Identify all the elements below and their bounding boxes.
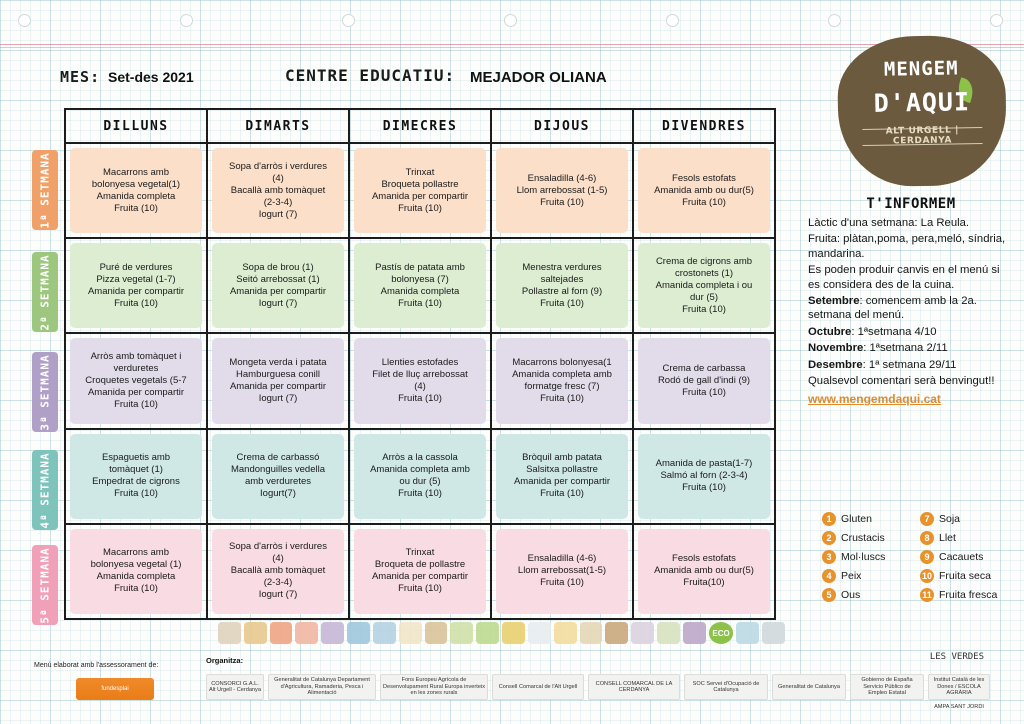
week-tab-label: 1ª SETMANA — [38, 151, 52, 229]
menu-cell — [212, 434, 344, 519]
menu-line: Fruita (10) — [114, 488, 158, 500]
info-panel — [808, 196, 1014, 406]
allergen-number-icon: 7 — [920, 512, 934, 526]
menu-line: Broqueta de pollastre — [374, 559, 466, 571]
menu-cell-wrap — [492, 334, 634, 427]
allergen-number-icon: 1 — [822, 512, 836, 526]
menu-cell-wrap — [66, 334, 208, 427]
footer-entity: AMPA SANT JORDI — [934, 703, 984, 710]
menu-cell — [70, 148, 202, 233]
menu-line: Crema de carbassó — [236, 452, 320, 464]
week-tab-5 — [32, 545, 58, 625]
menu-cell — [496, 529, 628, 614]
menu-cell-wrap — [66, 239, 208, 332]
menu-cell-wrap — [208, 239, 350, 332]
menu-line: dur (5) — [690, 291, 718, 303]
menu-line: Fruita (10) — [114, 583, 158, 595]
footer-entity: CONSORCI G.A.L. Alt Urgell - Cerdanya — [206, 674, 264, 700]
peanut-icon — [425, 622, 448, 644]
food-icon-strip — [218, 620, 788, 646]
allergen-label: Fruita fresca — [939, 589, 998, 601]
column-header-dimarts: DIMARTS — [208, 110, 350, 142]
menu-cell — [496, 434, 628, 519]
week-tab-1 — [32, 150, 58, 230]
menu-line: Puré de verdures — [99, 261, 173, 273]
allergen-number-icon: 4 — [822, 569, 836, 583]
menu-line: amb verduretes — [244, 476, 311, 488]
grape-icon — [683, 622, 706, 644]
lupin-icon — [657, 622, 680, 644]
info-month-desembre — [808, 358, 1014, 372]
menu-line: Trinxat — [405, 547, 435, 559]
mollusc-icon — [321, 622, 344, 644]
menu-cell-wrap — [350, 334, 492, 427]
logo-subtitle: ALT URGELL | CERDANYA — [885, 125, 960, 147]
menu-line: Fruita (10) — [398, 393, 442, 404]
menu-line: ou dur (5) — [399, 476, 441, 488]
table-row — [66, 525, 774, 618]
footer-organize-label: Organitza: — [206, 656, 244, 665]
month-value: Set-des 2021 — [108, 69, 194, 85]
menu-line: Ensaladilla (4-6) — [527, 553, 597, 565]
cheese-icon — [554, 622, 577, 644]
menu-line: bolonyesa vegetal(1) — [91, 178, 181, 190]
menu-line: Crema de carbassa — [662, 363, 746, 374]
column-header-dimecres: DIMECRES — [350, 110, 492, 142]
info-line-dairy: Làctic d'una setmana: La Reula. — [808, 217, 970, 229]
menu-line: Macarrons bolonyesa(1 — [512, 357, 612, 368]
menu-line: Bròquil amb patata — [522, 452, 602, 464]
menu-cell-wrap — [634, 334, 774, 427]
allergen-number-icon: 10 — [921, 571, 932, 581]
footer-entity: Generalitat de Catalunya Departament d'Agricultura, Ramaderia, Pesca i Alimentació — [268, 674, 376, 700]
table-row — [66, 334, 774, 429]
month-name: Setembre — [808, 295, 860, 308]
allergen-number-icon: 11 — [920, 588, 934, 602]
punch-hole — [666, 14, 679, 27]
punch-hole — [828, 14, 841, 27]
month-text: : 1ªsetmana 2/11 — [863, 342, 948, 355]
list-item — [920, 550, 1018, 564]
menu-cell-wrap — [350, 430, 492, 523]
menu-line: Sopa d'arròs i verdures — [229, 160, 327, 172]
week-tab-label: 5ª SETMANA — [38, 546, 52, 624]
menu-cell-wrap — [66, 525, 208, 618]
menu-cell-wrap — [492, 430, 634, 523]
menu-line: crostonets (1) — [674, 267, 734, 279]
menu-cell — [70, 529, 202, 614]
menu-line: Fruita (10) — [682, 196, 726, 208]
menu-cell — [638, 434, 770, 519]
month-name: Novembre — [808, 342, 864, 355]
footer-entity: Fons Europeu Agrícola de Desenvolupament Rural Europa inverteix en les zones rurals — [380, 674, 488, 700]
menu-cell-wrap — [66, 430, 208, 523]
milk-icon — [528, 622, 551, 644]
menu-line: Iogurt(7) — [260, 488, 296, 500]
info-month-octubre — [808, 325, 1014, 339]
menu-line: Fesols estofats — [672, 553, 736, 565]
week-tab-label: 2ª SETMANA — [38, 253, 52, 331]
mengem-daqui-logo — [837, 35, 1008, 188]
menu-cell-wrap — [208, 334, 350, 427]
footer-entity: Institut Català de les Dones / ESCOLA AGRÀRIA — [928, 674, 990, 700]
menu-line: Arròs amb tomàquet i — [90, 351, 182, 362]
menu-cell-wrap — [634, 144, 774, 237]
month-text: : comencem amb la 2a. setmana del menú. — [808, 295, 977, 322]
footer — [34, 652, 994, 710]
allergen-number-icon: 8 — [920, 531, 934, 545]
table-row — [66, 430, 774, 525]
menu-cell — [354, 148, 486, 233]
fish-icon — [347, 622, 370, 644]
footer-entity: Consell Comarcal de l'Alt Urgell — [492, 674, 584, 700]
footer-note: Menú elaborat amb l'assessorament de: — [34, 662, 159, 669]
punch-hole — [990, 14, 1003, 27]
allergen-label: Fruita seca — [939, 570, 991, 582]
menu-line: Sopa de brou (1) — [242, 261, 314, 273]
menu-line: formatge fresc (7) — [524, 381, 600, 392]
menu-line: Salmó al forn (2-3-4) — [660, 470, 748, 482]
menu-table-header — [66, 110, 774, 144]
menu-line: Broqueta pollastre — [381, 178, 459, 190]
menu-line: Amanida per compartir — [229, 285, 327, 297]
menu-cell-wrap — [492, 144, 634, 237]
menu-line: Fruita (10) — [540, 297, 584, 309]
menu-line: Amanida completa — [96, 190, 176, 202]
signature-text: LES VERDES — [929, 652, 984, 662]
footer-entity: CONSELL COMARCAL DE LA CERDANYA — [588, 674, 680, 700]
menu-cell-wrap — [634, 430, 774, 523]
footer-entity: Generalitat de Catalunya — [772, 674, 846, 700]
allergen-label: Crustacis — [841, 532, 885, 544]
menu-cell — [354, 434, 486, 519]
menu-cell-wrap — [350, 144, 492, 237]
menu-line: Amanida per compartir — [87, 387, 185, 398]
menu-line: Hamburguesa conill — [236, 369, 320, 380]
list-item — [822, 550, 920, 564]
menu-line: Iogurt (7) — [258, 208, 298, 220]
package-icon — [762, 622, 785, 644]
allergen-number-icon: 2 — [822, 531, 836, 545]
shrimp-icon — [295, 622, 318, 644]
document-header — [60, 62, 760, 92]
info-month-setembre — [808, 294, 1014, 323]
menu-cell — [638, 529, 770, 614]
allergen-label: Mol·luscs — [841, 551, 886, 563]
menu-line: Fruita (10) — [114, 297, 158, 309]
list-item — [822, 588, 920, 602]
menu-line: (4) — [414, 381, 426, 392]
nuts-icon — [605, 622, 628, 644]
menu-line: (4) — [272, 172, 284, 184]
menu-cell — [496, 148, 628, 233]
menu-line: Fruita (10) — [540, 196, 584, 208]
menu-table-body — [66, 144, 774, 618]
menu-line: Rodó de gall d'indi (9) — [657, 375, 751, 386]
menu-line: Amanida per compartir — [371, 571, 469, 583]
menu-line: Filet de lluç arrebossat — [372, 369, 468, 380]
menu-line: Iogurt (7) — [258, 589, 298, 601]
menu-cell — [212, 148, 344, 233]
list-item — [822, 531, 920, 545]
menu-line: Fruita (10) — [540, 577, 584, 589]
menu-line: Fruita (10) — [398, 583, 442, 595]
menu-cell-wrap — [66, 144, 208, 237]
school-label: CENTRE EDUCATIU: — [285, 66, 456, 85]
menu-line: Pastís de patata amb — [375, 261, 465, 273]
menu-line: Trinxat — [405, 166, 435, 178]
punch-hole — [342, 14, 355, 27]
menu-line: Crema de cigrons amb — [655, 255, 753, 267]
footer-entity: Gobierno de España Servicio Público de Empleo Estatal — [850, 674, 924, 700]
menu-line: Fruita (10) — [398, 202, 442, 214]
menu-cell — [212, 529, 344, 614]
school-value: MEJADOR OLIANA — [470, 69, 607, 86]
menu-line: verduretes — [113, 363, 159, 374]
menu-line: Amanida completa amb — [370, 464, 470, 476]
paper-margin-line — [0, 44, 1024, 45]
allergen-legend — [822, 512, 1018, 607]
menu-line: Fruita (10) — [114, 202, 158, 214]
menu-cell — [638, 243, 770, 328]
allergen-label: Peix — [841, 570, 862, 582]
menu-cell — [496, 243, 628, 328]
column-header-divendres: DIVENDRES — [662, 118, 746, 134]
menu-cell-wrap — [208, 430, 350, 523]
recycle-icon — [736, 622, 759, 644]
cereal-icon — [244, 622, 267, 644]
menu-line: Iogurt (7) — [258, 393, 298, 404]
column-header-dilluns: DILLUNS — [66, 110, 208, 142]
menu-line: Amanida per compartir — [87, 285, 185, 297]
menu-cell-wrap — [634, 525, 774, 618]
menu-line: Arròs a la cassola — [382, 452, 458, 464]
info-closing: Qualsevol comentari serà benvingut!! — [808, 375, 995, 388]
logo-line1: MENGEM — [883, 57, 959, 81]
menu-line: Pollastre al forn (9) — [521, 285, 603, 297]
menu-line: Iogurt (7) — [258, 297, 298, 309]
menu-cell — [638, 148, 770, 233]
menu-line: Llenties estofades — [381, 357, 459, 368]
punch-hole — [504, 14, 517, 27]
egg-icon — [399, 622, 422, 644]
menu-line: Empedrat de cigrons — [92, 476, 180, 488]
menu-cell-wrap — [492, 239, 634, 332]
fish-fillet-icon — [373, 622, 396, 644]
menu-line: Mongeta verda i patata — [229, 357, 327, 368]
sesame-icon — [580, 622, 603, 644]
week-tab-2 — [32, 252, 58, 332]
table-row — [66, 239, 774, 334]
allergen-number-icon: 9 — [920, 550, 934, 564]
menu-line: Seitó arrebossat (1) — [236, 273, 320, 285]
menu-cell — [70, 338, 202, 423]
menu-line: Llom arrebossat(1-5) — [517, 565, 607, 577]
list-item — [920, 569, 1018, 583]
list-item — [920, 588, 1018, 602]
month-name: Desembre — [808, 358, 863, 371]
allergen-label: Soja — [939, 513, 961, 525]
table-row — [66, 144, 774, 239]
menu-line: tomàquet (1) — [109, 464, 163, 476]
soy-icon — [450, 622, 473, 644]
allergen-label: Llet — [939, 532, 956, 544]
punch-hole — [180, 14, 193, 27]
menu-line: Amanida de pasta(1-7) — [655, 458, 753, 470]
menu-line: Salsitxa pollastre — [526, 464, 598, 476]
list-item — [822, 512, 920, 526]
menu-line: Amanida completa — [96, 571, 176, 583]
menu-line: Macarrons amb — [103, 547, 169, 559]
menu-cell — [638, 338, 770, 423]
menu-line: Espaguetis amb — [101, 452, 171, 464]
allergen-number-icon: 5 — [822, 588, 836, 602]
week-tab-4 — [32, 450, 58, 530]
column-header-dijous: DIJOUS — [492, 110, 634, 142]
info-line-changes: Es poden produir canvis en el menú si es considera des de la cuina. — [808, 264, 1000, 291]
menu-line: Amanida completa — [380, 285, 460, 297]
info-month-novembre — [808, 341, 1014, 355]
menu-cell-wrap — [350, 239, 492, 332]
menu-line: Croquetes vegetals (5-7 — [85, 375, 187, 386]
menu-line: (4) — [272, 553, 284, 565]
advisor-logo: fundesplai — [76, 678, 154, 700]
menu-line: Sopa d'arròs i verdures — [229, 541, 327, 553]
month-text: : 1ªsetmana 4/10 — [851, 325, 937, 338]
menu-line: Fruita (10) — [398, 488, 442, 500]
menu-line: Fruita(10) — [683, 577, 725, 589]
menu-line: Amanida per compartir — [229, 381, 327, 392]
menu-line: Amanida per compartir — [513, 476, 611, 488]
logo-line2: D'AQUI — [873, 87, 971, 118]
menu-cell — [354, 243, 486, 328]
menu-cell-wrap — [492, 525, 634, 618]
menu-cell-wrap — [208, 525, 350, 618]
week-tab-label: 3ª SETMANA — [38, 353, 52, 431]
menu-line: Pizza vegetal (1-7) — [96, 273, 176, 285]
menu-line: Fruita (10) — [682, 387, 726, 398]
eco-label-icon: ECO — [709, 622, 734, 644]
menu-cell — [354, 529, 486, 614]
month-name: Octubre — [808, 325, 852, 338]
menu-line: Amanida completa amb — [512, 369, 612, 380]
crustacean-icon — [270, 622, 293, 644]
menu-cell — [212, 338, 344, 423]
month-text: : 1ª setmana 29/11 — [862, 358, 957, 371]
week-tab-label: 4ª SETMANA — [38, 451, 52, 529]
menu-cell — [496, 338, 628, 423]
bread-icon — [218, 622, 241, 644]
menu-line: Amanida completa i ou — [655, 279, 753, 291]
info-title: T'INFORMEM — [866, 196, 956, 212]
punch-hole — [18, 14, 31, 27]
menu-line: Bacallà amb tomàquet — [230, 565, 326, 577]
menu-line: Amanida per compartir — [371, 190, 469, 202]
list-item — [822, 569, 920, 583]
sulphite-icon — [631, 622, 654, 644]
menu-line: saltejades — [540, 273, 584, 285]
menu-line: Llom arrebossat (1-5) — [516, 184, 608, 196]
menu-line: Amanida amb ou dur(5) — [654, 184, 754, 196]
menu-line: Macarrons amb — [103, 166, 169, 178]
menu-line: Menestra verdures — [522, 261, 602, 273]
allergen-number-icon: 3 — [822, 550, 836, 564]
menu-cell-wrap — [350, 525, 492, 618]
allergen-label: Ous — [841, 589, 861, 601]
menu-line: Fruita (10) — [682, 303, 726, 315]
menu-cell — [212, 243, 344, 328]
menu-line: Fruita (10) — [540, 488, 584, 500]
menu-line: Mandonguilles vedella — [230, 464, 325, 476]
menu-line: Fruita (10) — [114, 399, 158, 410]
menu-line: (2-3-4) — [263, 196, 293, 208]
menu-line: bolonyesa vegetal (1) — [90, 559, 182, 571]
week-tab-3 — [32, 352, 58, 432]
menu-line: Fruita (10) — [540, 393, 584, 404]
info-line-fruit: Fruita: plàtan,poma, pera,meló, síndria, mandarina. — [808, 233, 1006, 260]
menu-line: Bacallà amb tomàquet — [230, 184, 326, 196]
list-item — [920, 512, 1018, 526]
menu-cell-wrap — [208, 144, 350, 237]
mustard-icon — [502, 622, 525, 644]
menu-cell — [70, 243, 202, 328]
menu-table — [64, 108, 776, 620]
list-item — [920, 531, 1018, 545]
month-label: MES: — [60, 68, 101, 86]
menu-cell — [70, 434, 202, 519]
allergen-label: Gluten — [841, 513, 872, 525]
allergen-label: Cacauets — [939, 551, 984, 563]
menu-line: Fesols estofats — [672, 172, 736, 184]
menu-cell-wrap — [634, 239, 774, 332]
menu-line: (2-3-4) — [263, 577, 293, 589]
footer-entity: SOC Servei d'Ocupació de Catalunya — [684, 674, 768, 700]
allergen-list — [822, 512, 1018, 607]
menu-line: bolonyesa (7) — [391, 273, 449, 285]
website-link[interactable]: www.mengemdaqui.cat — [808, 392, 941, 407]
menu-line: Amanida amb ou dur(5) — [654, 565, 754, 577]
celery-icon — [476, 622, 499, 644]
menu-line: Ensaladilla (4-6) — [527, 172, 597, 184]
menu-cell — [354, 338, 486, 423]
menu-line: Fruita (10) — [398, 297, 442, 309]
menu-line: Fruita (10) — [682, 482, 726, 494]
